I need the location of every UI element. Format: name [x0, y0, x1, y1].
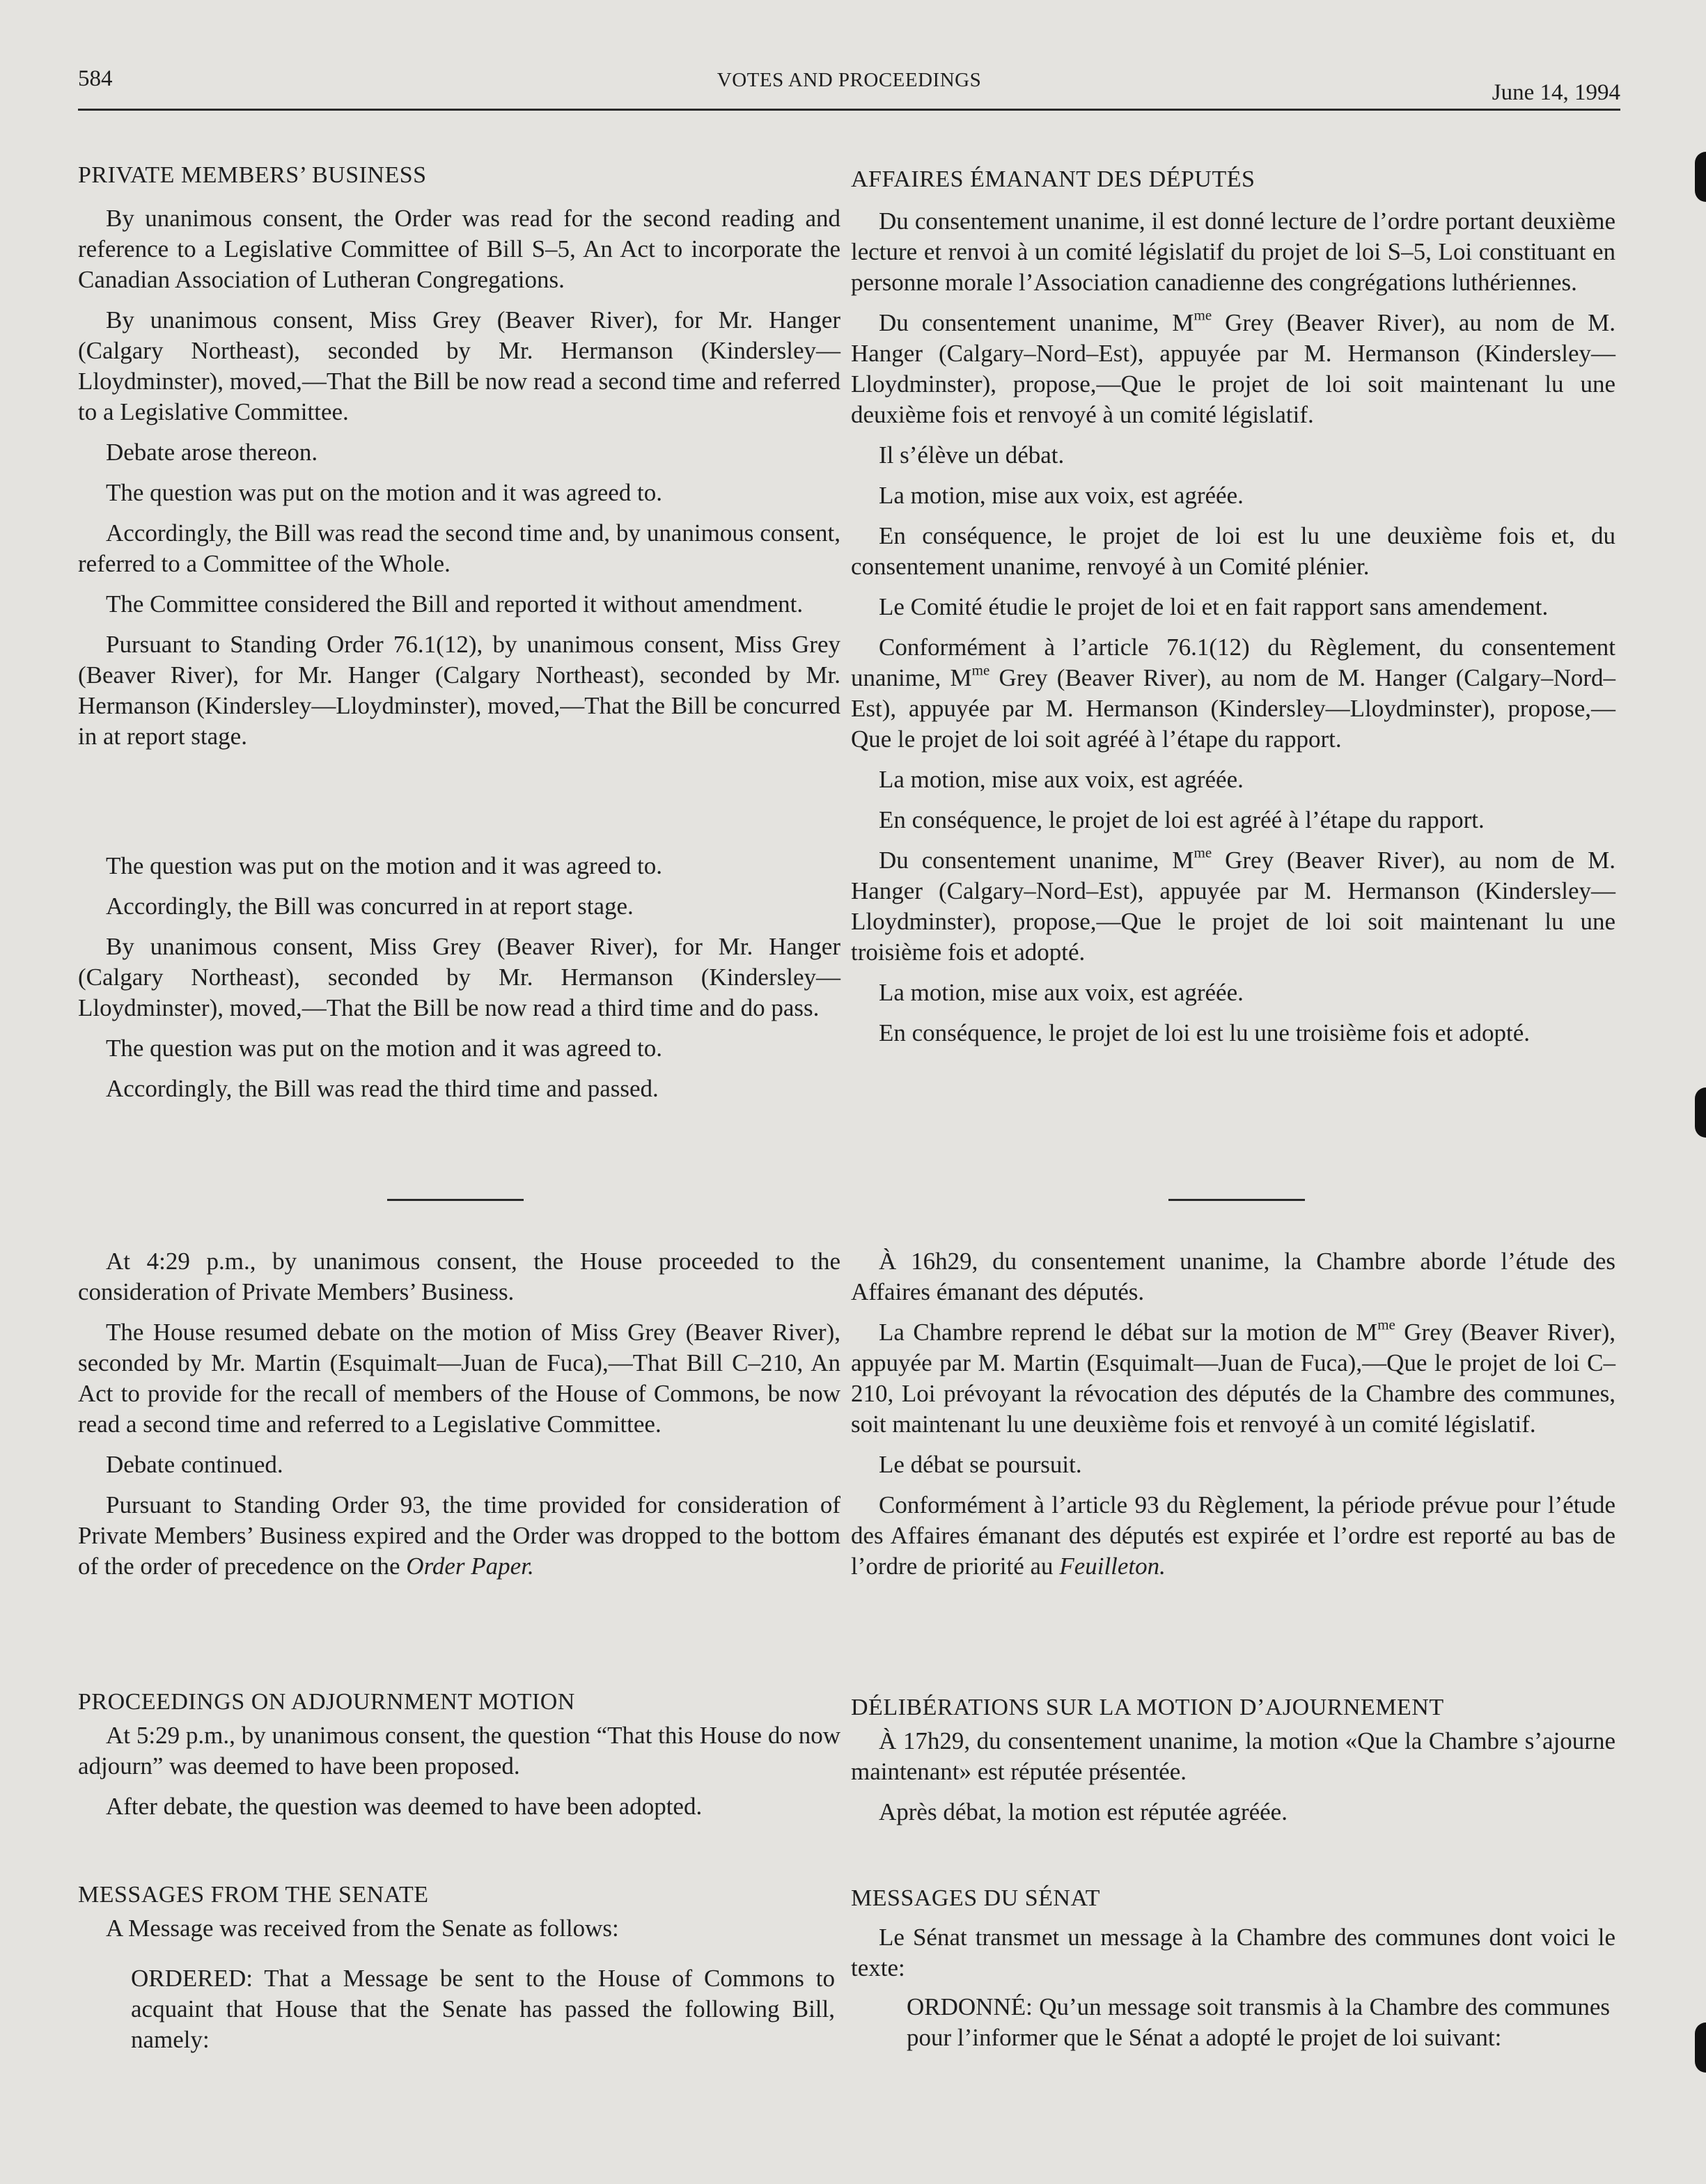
en-section-private-members — [78, 160, 840, 752]
en-section-adjournment — [78, 1687, 840, 1822]
header-rule — [78, 109, 1620, 111]
en-paragraph: By unanimous consent, the Order was read for the second reading and reference to a Legislative Committee of Bill S–5, An Act to incorporate the Canadian Association of Lutheran Congregations. — [78, 205, 840, 293]
fr-paragraph: La motion, mise aux voix, est agréée. — [879, 979, 1244, 1006]
en-paragraph: At 4:29 p.m., by unanimous consent, the House proceeded to the consideration of Private Members’ Business. — [78, 1248, 840, 1305]
en-paragraph: The House resumed debate on the motion of Miss Grey (Beaver River), seconded by Mr. Martin (Esquimalt—Juan de Fuca),—That Bill C–210, An Act to provide for the recall of members of the House of Commons, be now read a second time and referred to a Legislative Committee. — [78, 1319, 840, 1438]
fr-section-recall-bill — [851, 1246, 1615, 1582]
fr-paragraph: Le débat se poursuit. — [879, 1451, 1082, 1478]
en-paragraph: At 5:29 p.m., by unanimous consent, the question “That this House do now adjourn” was deemed to have been proposed. — [78, 1722, 840, 1780]
en-paragraph: The question was put on the motion and it was agreed to. — [106, 1035, 663, 1062]
fr-paragraph: Conformément à l’article 76.1(12) du Règlement, du consentement unanime, $M^{me}$ Grey (Beaver River), au nom de M. Hanger (Calgary–Nord–Est), appuyée par M. Hermanson (Kindersley—Lloydminster), propose,—Que le projet de loi soit agréé à l’étape du rapport. — [851, 634, 1615, 753]
fr-paragraph: Après débat, la motion est réputée agréée. — [879, 1798, 1288, 1825]
fr-section-private-members — [851, 164, 1615, 1048]
fr-section-adjournment — [851, 1692, 1615, 1828]
en-paragraph: Pursuant to Standing Order 76.1(12), by unanimous consent, Miss Grey (Beaver River), for Mr. Hanger (Calgary Northeast), seconded by Mr. Hermanson (Kindersley—Lloydminster), moved,—That the Bill be concurred in at report stage. — [78, 631, 840, 750]
en-paragraph: Debate continued. — [106, 1451, 283, 1478]
en-paragraph: A Message was received from the Senate as follows: — [106, 1915, 619, 1942]
fr-senate-order-quote: ORDONNÉ: Qu’un message soit transmis à la Chambre des communes pour l’informer que le Sénat a adopté le projet de loi suivant: — [907, 1993, 1610, 2051]
en-heading-senate-messages: MESSAGES FROM THE SENATE — [78, 1882, 429, 1908]
en-section-recall-bill — [78, 1246, 840, 1582]
en-senate-order-quote: ORDERED: That a Message be sent to the House of Commons to acquaint that House that the Senate has passed the following Bill, namely: — [131, 1965, 835, 2053]
running-title: VOTES AND PROCEEDINGS — [717, 69, 982, 91]
fr-heading-private-members: AFFAIRES ÉMANANT DES DÉPUTÉS — [851, 166, 1255, 192]
fr-paragraph: En conséquence, le projet de loi est agréé à l’étape du rapport. — [879, 806, 1485, 833]
fr-paragraph: Du consentement unanime, $M^{me}$ Grey (Beaver River), au nom de M. Hanger (Calgary–Nord–Est), appuyée par M. Hermanson (Kindersley—Lloydminster), propose,—Que le projet de loi soit maintenant lu une troisième fois et adopté. — [851, 844, 1615, 966]
en-paragraph: The Committee considered the Bill and reported it without amendment. — [106, 590, 804, 618]
fr-paragraph: Il s’élève un débat. — [879, 441, 1065, 469]
binder-hole-middle — [1695, 1087, 1706, 1138]
en-paragraph: The question was put on the motion and it was agreed to. — [106, 479, 663, 506]
fr-paragraph: En conséquence, le projet de loi est lu une troisième fois et adopté. — [879, 1019, 1530, 1046]
fr-paragraph: La motion, mise aux voix, est agréée. — [879, 482, 1244, 509]
fr-heading-senate-messages: MESSAGES DU SÉNAT — [851, 1885, 1100, 1911]
page-header — [78, 66, 1620, 122]
en-paragraph: Accordingly, the Bill was concurred in at report stage. — [106, 893, 634, 920]
en-paragraph: By unanimous consent, Miss Grey (Beaver River), for Mr. Hanger (Calgary Northeast), seconded by Mr. Hermanson (Kindersley—Lloydminster), moved,—That the Bill be now read a third time and do pass. — [78, 933, 840, 1021]
fr-paragraph: En conséquence, le projet de loi est lu une deuxième fois et, du consentement unanime, renvoyé à un Comité plénier. — [851, 522, 1615, 580]
en-paragraph: The question was put on the motion and it was agreed to. — [106, 852, 663, 879]
fr-separator-rule — [1168, 1199, 1305, 1201]
en-paragraph: After debate, the question was deemed to have been adopted. — [106, 1793, 703, 1820]
fr-paragraph: À 17h29, du consentement unanime, la motion «Que la Chambre s’ajourne maintenant» est réputée présentée. — [851, 1727, 1615, 1785]
fr-paragraph: À 16h29, du consentement unanime, la Chambre aborde l’étude des Affaires émanant des députés. — [851, 1248, 1615, 1305]
fr-paragraph: Du consentement unanime, $M^{me}$ Grey (Beaver River), au nom de M. Hanger (Calgary–Nord–Est), appuyée par M. Hermanson (Kindersley—Lloydminster), propose,—Que le projet de loi soit maintenant lu une deuxième fois et renvoyé à un comité législatif. — [851, 306, 1615, 428]
en-section-report-stage — [78, 851, 840, 1104]
fr-paragraph: Le Sénat transmet un message à la Chambre des communes dont voici le texte: — [851, 1924, 1615, 1981]
en-paragraph: Pursuant to Standing Order 93, the time provided for consideration of Private Members’ Business expired and the Order was dropped to the bottom of the order of precedence on the Order Paper. — [78, 1491, 840, 1580]
fr-paragraph: Le Comité étudie le projet de loi et en fait rapport sans amendement. — [879, 593, 1549, 620]
binder-hole-bottom — [1695, 2022, 1706, 2073]
sitting-date: June 14, 1994 — [1492, 80, 1620, 105]
fr-paragraph: La motion, mise aux voix, est agréée. — [879, 766, 1244, 793]
fr-paragraph: La Chambre reprend le débat sur la motion de $M^{me}$ Grey (Beaver River), appuyée par M. Martin (Esquimalt—Juan de Fuca),—Que le projet de loi C–210, Loi prévoyant la révocation des députés de la Chambre des communes, soit maintenant lu une deuxième fois et renvoyé à un comité législatif. — [851, 1316, 1615, 1438]
fr-section-senate-messages — [851, 1883, 1615, 2053]
fr-paragraph: Du consentement unanime, il est donné lecture de l’ordre portant deuxième lecture et renvoi à un comité législatif du projet de loi S–5, Loi constituant en personne morale l’Association canadienne des congrégations luthériennes. — [851, 207, 1615, 296]
en-paragraph: Accordingly, the Bill was read the third time and passed. — [106, 1075, 659, 1102]
en-heading-adjournment: PROCEEDINGS ON ADJOURNMENT MOTION — [78, 1689, 575, 1715]
binder-hole-top — [1695, 152, 1706, 202]
en-heading-private-members: PRIVATE MEMBERS’ BUSINESS — [78, 162, 427, 188]
en-paragraph: By unanimous consent, Miss Grey (Beaver River), for Mr. Hanger (Calgary Northeast), seconded by Mr. Hermanson (Kindersley—Lloydminster), moved,—That the Bill be now read a second time and referred to a Legislative Committee. — [78, 306, 840, 425]
fr-heading-adjournment: DÉLIBÉRATIONS SUR LA MOTION D’AJOURNEMENT — [851, 1695, 1444, 1720]
page-number: 584 — [78, 66, 113, 91]
en-paragraph: Debate arose thereon. — [106, 439, 318, 466]
en-paragraph: Accordingly, the Bill was read the second time and, by unanimous consent, referred to a Committee of the Whole. — [78, 519, 840, 577]
fr-paragraph: Conformément à l’article 93 du Règlement, la période prévue pour l’étude des Affaires émanant des députés est expirée et l’ordre est reporté au bas de l’ordre de priorité au Feuilleton. — [851, 1491, 1615, 1580]
en-section-senate-messages — [78, 1880, 840, 2055]
en-separator-rule — [387, 1199, 524, 1201]
